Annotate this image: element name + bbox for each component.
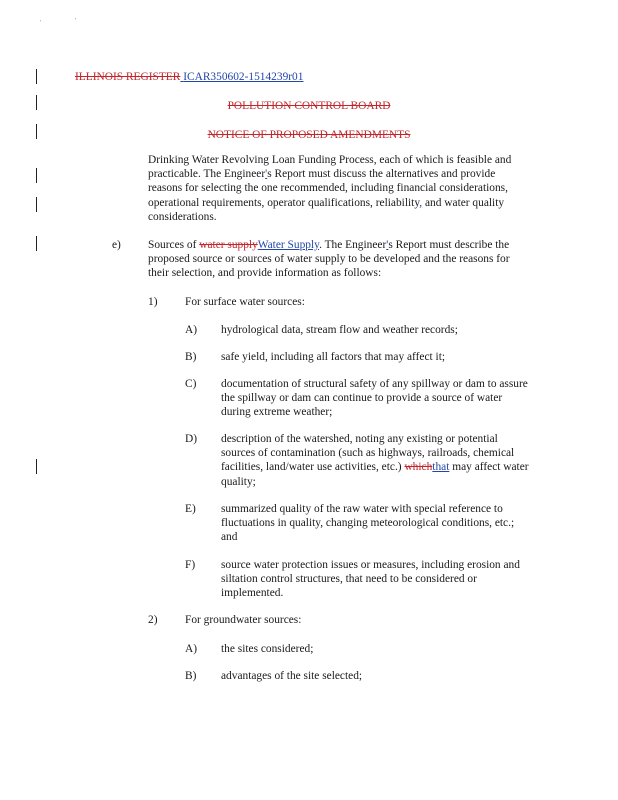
register-inserted-text: ICAR350602-1514239r01 [183,71,304,83]
item-2-text: For groundwater sources: [185,614,302,626]
item-1E-marker: E) [185,503,196,515]
item-1F-text: source water protection issues or measures, including erosion and siltation control structures, that need to be considered or implemented. [221,559,520,600]
register-deleted-text: ILLINOIS REGISTER [75,71,181,83]
intro-paragraph: Drinking Water Revolving Loan Funding Process, each of which is feasible and practicable. The Engineer's Report must discuss the alternatives and provide reasons for selecting the one recommended, including financial considerations, operational requirements, operator qualifications, reliability, and water quality considerations. [148,154,512,223]
change-bar [36,69,37,84]
section-e-paragraph: Sources of water supplyWater Supply. The Engineer's Report must describe the proposed source or sources of water supply to be developed and the reasons for their selection, and provide information as follows: [148,239,510,280]
item-2-marker: 2) [148,614,158,626]
scan-speck: ' [40,20,42,26]
item-2B-marker: B) [185,670,197,682]
item-2A-marker: A) [185,643,198,655]
item-1D-text: description of the watershed, noting any existing or potential sources of contamination (such as highways, railroads, chemical facilities, land/water use activities, etc.) whichthat may affect water quality; [221,433,529,488]
item-1C-marker: C) [185,378,197,390]
item-1C-text: documentation of structural safety of any spillway or dam to assure the spillway or dam can continue to provide a source of water during extreme weather; [221,378,528,419]
item-1A-marker: A) [185,324,198,336]
item-1-text: For surface water sources: [185,296,305,308]
notice-title: NOTICE OF PROPOSED AMENDMENTS [207,129,411,141]
change-bar [36,236,37,251]
item-1A-text: hydrological data, stream flow and weather records; [221,324,458,336]
item-1D-marker: D) [185,433,198,445]
section-e-marker: e) [112,239,121,251]
item-1E-text: summarized quality of the raw water with special reference to fluctuations in quality, changing meteorological conditions, etc.; and [221,503,515,544]
item-1-marker: 1) [148,296,158,308]
change-bar [36,459,37,474]
item-1F-marker: F) [185,559,196,571]
board-title: POLLUTION CONTROL BOARD [227,100,391,112]
scan-speck: ' [75,18,77,24]
item-1B-text: safe yield, including all factors that may affect it; [221,351,446,363]
change-bar [36,168,37,183]
register-header [75,70,303,84]
item-1B-marker: B) [185,351,197,363]
change-bar [36,197,37,212]
item-2A-text: the sites considered; [221,643,314,655]
item-2B-text: advantages of the site selected; [221,670,363,682]
